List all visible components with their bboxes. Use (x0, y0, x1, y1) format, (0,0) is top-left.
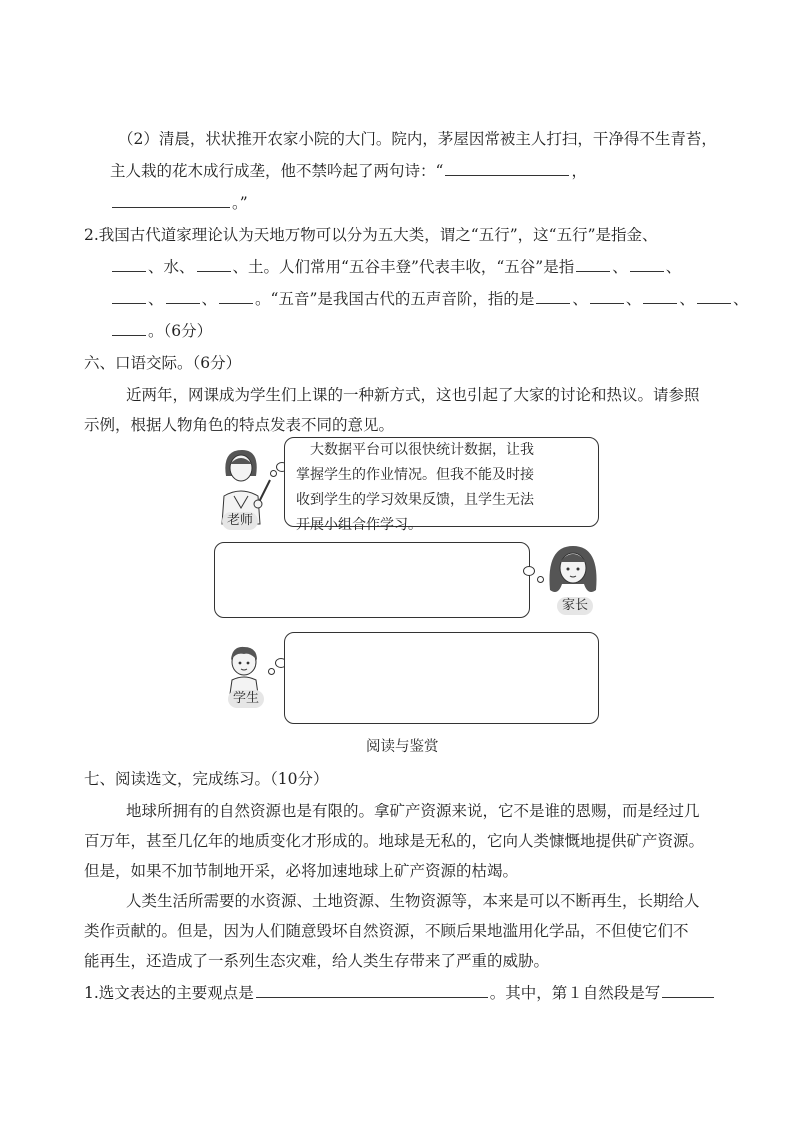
q5-2-line2 (110, 160, 587, 182)
answer-blank[interactable] (219, 288, 253, 304)
q5-2-line3-end: 。” (232, 194, 248, 212)
question-1-text: 。其中，第１自然段是写 (489, 984, 661, 1002)
q2-text: 。“五音”是我国古代的五声音阶，指的是 (255, 290, 535, 308)
teacher-label: 老师 (222, 512, 258, 530)
speech-line: 收到学生的学习效果反馈，且学生无法 (296, 492, 534, 508)
q2-text: 、 (625, 290, 642, 308)
q5-2-line3 (110, 192, 248, 214)
passage-p2-line: 人类生活所需要的水资源、土地资源、生物资源等，本来是可以不断再生，长期给人 (126, 892, 700, 910)
answer-blank[interactable] (697, 288, 731, 304)
q2-text: 、 (732, 290, 749, 308)
answer-blank[interactable] (112, 256, 146, 272)
passage-p1-line: 但是，如果不加节制地开采，必将加速地球上矿产资源的枯竭。 (84, 862, 519, 880)
speech-line: 大数据平台可以很快统计数据，让我 (296, 442, 534, 458)
answer-blank[interactable] (112, 192, 230, 208)
thought-dot (270, 470, 277, 477)
answer-blank[interactable] (166, 288, 200, 304)
answer-blank[interactable] (112, 320, 146, 336)
q2-text: 、 (612, 258, 628, 276)
answer-blank[interactable] (197, 256, 231, 272)
thought-dot (537, 576, 544, 583)
student-illustration (220, 642, 270, 696)
passage-p2-line: 类作贡献的。但是，因为人们随意毁坏自然资源，不顾后果地滥用化学品，不但使它们不 (84, 922, 689, 940)
answer-blank[interactable] (445, 160, 569, 176)
student-answer-bubble[interactable] (284, 632, 599, 724)
section6-intro-line1: 近两年，网课成为学生们上课的一种新方式，这也引起了大家的讨论和热议。请参照 (126, 386, 700, 404)
q2-text: 、 (665, 258, 682, 276)
q2-line2 (110, 256, 681, 278)
thought-dot (523, 566, 535, 576)
answer-blank[interactable] (256, 982, 488, 998)
answer-blank[interactable] (590, 288, 624, 304)
answer-blank[interactable] (630, 256, 664, 272)
teacher-speech (296, 438, 534, 538)
passage-p1-line: 地球所拥有的自然资源也是有限的。拿矿产资源来说，它不是谁的恩赐，而是经过几 (126, 802, 700, 820)
answer-blank[interactable] (112, 288, 146, 304)
answer-blank[interactable] (576, 256, 610, 272)
q2-text: 、水、 (148, 258, 195, 276)
q2-text: 、土。人们常用“五谷丰登”代表丰收，“五谷”是指 (232, 258, 575, 276)
parent-answer-bubble[interactable] (214, 542, 530, 618)
q5-2-line1: （2）清晨，状状推开农家小院的大门。院内，茅屋因常被主人打扫，干净得不生青苔， (118, 130, 717, 148)
thought-dot (268, 668, 275, 675)
q2-line4 (110, 320, 212, 342)
answer-blank[interactable] (643, 288, 677, 304)
q2-score: 。（6分） (148, 322, 213, 340)
q2-text: 、 (679, 290, 695, 308)
q2-line1: 2.我国古代道家理论认为天地万物可以分为五大类，谓之“五行”，这“五行”是指金、 (84, 226, 658, 244)
q2-text: 、 (148, 290, 164, 308)
question-1-text: 1.选文表达的主要观点是 (84, 984, 254, 1002)
q5-2-line2-text: 主人栽的花木成行成垄，他不禁吟起了两句诗：“ (110, 162, 444, 180)
q2-text: 、 (201, 290, 218, 308)
q2-text: 、 (572, 290, 588, 308)
student-label: 学生 (228, 690, 264, 708)
passage-p1-line: 百万年，甚至几亿年的地质变化才形成的。地球是无私的，它向人类慷慨地提供矿产资源。 (84, 832, 705, 850)
passage-p2-line: 能再生，还造成了一系列生态灾难，给人类生存带来了严重的威胁。 (84, 952, 550, 970)
section-caption: 阅读与鉴赏 (366, 739, 439, 755)
answer-blank[interactable] (662, 982, 714, 998)
q5-2-line2-end: ， (571, 162, 587, 180)
section6-intro-line2: 示例，根据人物角色的特点发表不同的意见。 (84, 416, 395, 434)
parent-label: 家长 (557, 597, 593, 615)
section6-heading: 六、口语交际。（6分） (84, 354, 242, 372)
speech-line: 开展小组合作学习。 (296, 517, 422, 533)
question-1 (84, 982, 716, 1004)
answer-blank[interactable] (536, 288, 570, 304)
section7-heading: 七、阅读选文，完成练习。（10分） (84, 770, 329, 788)
q2-line3 (110, 288, 748, 310)
speech-line: 掌握学生的作业情况。但我不能及时接 (296, 467, 534, 483)
